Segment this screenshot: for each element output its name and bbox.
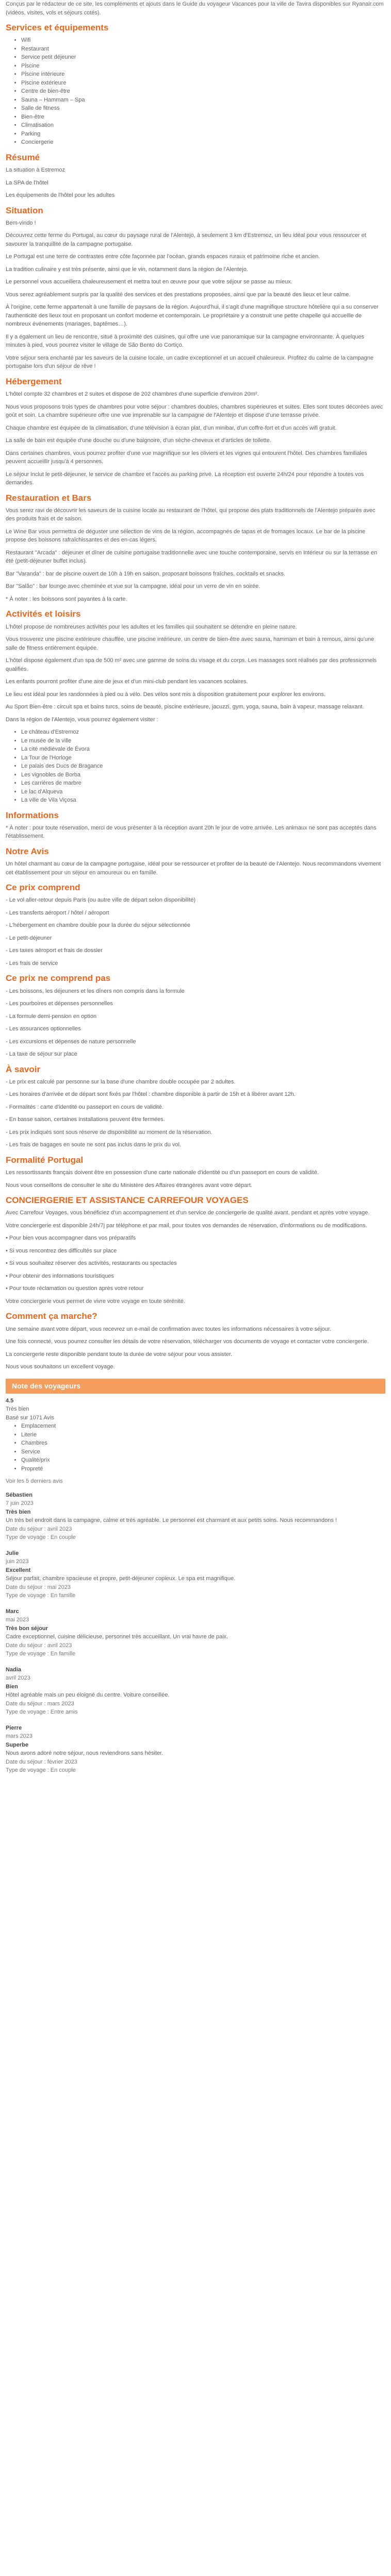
- non-compris-title: Ce prix ne comprend pas: [6, 973, 111, 984]
- paragraph: Le séjour inclut le petit-déjeuner, le service de chambre et l'accès au parking privé. La réception est ouverte 24h/24 pour répondre à toutes vos demandes.: [6, 471, 364, 486]
- informations-section: [6, 810, 385, 841]
- review-date: juin 2023: [6, 1558, 29, 1565]
- paragraph: * À noter : pour toute réservation, merci de vous présenter à la réception avant 20h le jour de votre arrivée. Les animaux ne sont pas acceptés dans l'établissement.: [6, 824, 377, 840]
- paragraph: Bar "Salão" : bar lounge avec cheminée et vue sur la campagne, idéal pour un verre de vin en soirée.: [6, 583, 260, 590]
- review-category: • Literie: [21, 1431, 385, 1439]
- activites-title: Activités et loisirs: [6, 609, 81, 619]
- paragraph: Le lieu est idéal pour les randonnées à pied ou à vélo. Des vélos sont mis à disposition gratuitement pour explorer les environs.: [6, 691, 326, 698]
- place-item: • Les vignobles de Borba: [21, 771, 385, 779]
- review-travel-type: Type de voyage : Entre amis: [6, 1709, 78, 1715]
- situation-title: Situation: [6, 205, 43, 215]
- restauration-title: Restauration et Bars: [6, 493, 92, 503]
- conciergerie-body: [6, 1209, 385, 1306]
- comment-body: [6, 1325, 385, 1371]
- review-category: • Propreté: [21, 1465, 385, 1473]
- review-category: • Qualité/prix: [21, 1456, 385, 1465]
- service-item: • Piscine extérieure: [21, 79, 385, 88]
- review-text: Nous avons adoré notre séjour, nous reviendrons sans hésiter.: [6, 1750, 164, 1756]
- paragraph: - Les frais de service: [6, 960, 58, 967]
- place-item: • Le château d'Estremoz: [21, 728, 385, 737]
- paragraph: • Si vous rencontrez des difficultés sur place: [6, 1247, 117, 1254]
- review-text: Cadre exceptionnel, cuisine délicieuse, personnel très accueillant. Un vrai havre de paix.: [6, 1634, 229, 1640]
- place-item: • La cité médiévale de Évora: [21, 745, 385, 754]
- paragraph: Dans la région de l'Alentejo, vous pourrez également visiter :: [6, 716, 158, 723]
- review-based-on: Basé sur 1071 Avis: [6, 1414, 54, 1421]
- review-author: Marc: [6, 1608, 19, 1615]
- paragraph: Découvrez cette ferme du Portugal, au cœur du paysage rural de l'Alentejo, à seulement 3 km d'Estremoz, un lieu idéal pour vous ressourcer et savourer la tranquillité de la campagne portugaise.: [6, 232, 366, 247]
- review-travel-type: Type de voyage : En famille: [6, 1651, 76, 1657]
- paragraph: La situation à Estremoz: [6, 167, 65, 173]
- service-item: • Wifi: [21, 36, 385, 45]
- notre-avis-body: [6, 860, 385, 877]
- place-item: • Le lac d'Alqueva: [21, 788, 385, 796]
- paragraph: • Pour bien vous accompagner dans vos préparatifs: [6, 1235, 136, 1242]
- place-item: • Le musée de la ville: [21, 737, 385, 745]
- paragraph: - En basse saison, certaines installations peuvent être fermées.: [6, 1116, 165, 1123]
- review-date: mars 2023: [6, 1733, 32, 1739]
- paragraph: Votre conciergerie vous permet de vivre votre voyage en toute sérénité.: [6, 1298, 185, 1304]
- hebergement-body: [6, 390, 385, 487]
- resume-title: Résumé: [6, 152, 40, 162]
- review-stay-date: Date du séjour : avril 2023: [6, 1526, 72, 1532]
- reviews-summary: [6, 1397, 385, 1486]
- place-item: • Les carrières de marbre: [21, 779, 385, 788]
- reviews-list: [6, 1491, 385, 1775]
- service-item: • Restaurant: [21, 45, 385, 54]
- situation-body: [6, 219, 385, 371]
- informations-body: [6, 824, 385, 841]
- paragraph: Vous trouverez une piscine extérieure chauffée, une piscine intérieure, un centre de bien-être avec sauna, hammam et bain à remous, ainsi qu'une salle de fitness entièrement équipée.: [6, 636, 374, 651]
- paragraph: Vous serez agréablement surpris par la qualité des services et des prestations proposées, ainsi que par la beauté des lieux et leur calme.: [6, 291, 351, 298]
- service-item: • Bien-être: [21, 113, 385, 122]
- review-title: Superbe: [6, 1741, 29, 1748]
- review-category: • Service: [21, 1448, 385, 1456]
- place-item: • La ville de Vila Viçosa: [21, 796, 385, 805]
- paragraph: - Les prix indiqués sont sous réserve de disponibilité au moment de la réservation.: [6, 1129, 213, 1136]
- paragraph: L'hôtel compte 32 chambres et 2 suites et dispose de 202 chambres d'une superficie d'environ 20m².: [6, 391, 259, 397]
- formalite-title: Formalité Portugal: [6, 1155, 84, 1165]
- service-item: • Salle de fitness: [21, 104, 385, 113]
- situation-section: [6, 205, 385, 371]
- review-stay-date: Date du séjour : février 2023: [6, 1758, 77, 1765]
- review-stay-date: Date du séjour : avril 2023: [6, 1642, 72, 1649]
- services-section: [6, 22, 385, 147]
- paragraph: Dans certaines chambres, vous pourrez profiter d'une vue magnifique sur les oliviers et les vignes qui entourent l'hôtel. Des chambres familiales peuvent accueillir jusqu'à 4 personnes.: [6, 450, 367, 465]
- paragraph: - La formule demi-pension en option: [6, 1013, 97, 1020]
- places-list: [6, 728, 385, 805]
- paragraph: Bem-vindo !: [6, 219, 36, 226]
- review-more-link[interactable]: Voir les 5 derniers avis: [6, 1478, 63, 1484]
- a-savoir-title: À savoir: [6, 1064, 41, 1074]
- non-compris-section: [6, 973, 385, 1058]
- compris-title: Ce prix comprend: [6, 883, 80, 892]
- service-item: • Climatisation: [21, 121, 385, 130]
- review-category: • Chambres: [21, 1439, 385, 1448]
- review-title: Excellent: [6, 1567, 31, 1573]
- review-item: [6, 1549, 385, 1600]
- review-date: avril 2023: [6, 1675, 30, 1681]
- review-text: Séjour parfait, chambre spacieuse et propre, petit-déjeuner copieux. Le spa est magnifique.: [6, 1575, 236, 1582]
- paragraph: - Le vol aller-retour depuis Paris (ou autre ville de départ selon disponibilité): [6, 897, 196, 904]
- review-travel-type: Type de voyage : En couple: [6, 1767, 76, 1773]
- paragraph: Nous vous proposons trois types de chambres pour votre séjour : chambres doubles, chambres supérieures et suites. Elles sont toutes décorées avec goût et soin. La chambre supérieure offre une vue imprenable sur la campagne de l'Alentejo et dispose d'une terrasse privée.: [6, 403, 383, 418]
- paragraph: Le Wine Bar vous permettra de déguster une sélection de vins de la région, accompagnés de tapas et de fromages locaux. Le bar de la piscine propose des boissons rafraîchissantes et des en-cas légers.: [6, 528, 366, 544]
- compris-section: [6, 882, 385, 968]
- paragraph: - Les transferts aéroport / hôtel / aéroport: [6, 909, 109, 916]
- paragraph: Les enfants pourront profiter d'une aire de jeux et d'un mini-club pendant les vacances scolaires.: [6, 679, 248, 685]
- review-title: Bien: [6, 1683, 18, 1690]
- paragraph: À l'origine, cette ferme appartenait à une famille de paysans de la région. Aujourd'hui, il s'agit d'une magnifique structure hôtelière qui a su conserver l'authenticité des lieux tout en proposant un confort moderne et contemporain. Le propriétaire y a construit une petite chapelle qui accueille de nombreux événements (mariages, baptêmes…).: [6, 304, 379, 328]
- notre-avis-title: Notre Avis: [6, 846, 49, 856]
- paragraph: - Les boissons, les déjeuners et les dîners non compris dans la formule: [6, 988, 185, 994]
- paragraph: - Les horaires d'arrivée et de départ sont fixés par l'hôtel : chambre disponible à partir de 15h et à libérer avant 12h.: [6, 1091, 296, 1098]
- paragraph: Restaurant "Arcada" : déjeuner et dîner de cuisine portugaise traditionnelle avec une touche contemporaine, servis en intérieur ou sur la terrasse en été (petit-déjeuner buffet inclus).: [6, 549, 378, 565]
- paragraph: Un hôtel charmant au cœur de la campagne portugaise, idéal pour se ressourcer et profiter de la beauté de l'Alentejo. Nous recommandons vivement cet établissement pour un séjour en amoureux ou en famille.: [6, 861, 381, 876]
- review-date: 7 juin 2023: [6, 1500, 34, 1506]
- intro-text: Conçus par le rédacteur de ce site, les compléments et ajouts dans le Guide du voyageur Vacances pour la ville de Tavira disponibles sur Ryanair.com (vidéos, visites, vols et séjours cotés).: [6, 1, 384, 16]
- conciergerie-title: CONCIERGERIE ET ASSISTANCE CARREFOUR VOYAGES: [6, 1195, 249, 1205]
- review-author: Nadia: [6, 1666, 21, 1673]
- service-item: • Conciergerie: [21, 138, 385, 147]
- paragraph: • Si vous souhaitez réserver des activités, restaurants ou spectacles: [6, 1260, 177, 1267]
- paragraph: - Les taxes aéroport et frais de dossier: [6, 947, 103, 954]
- paragraph: Bar "Varanda" : bar de piscine ouvert de 10h à 19h en saison, proposant boissons fraîches, cocktails et snacks.: [6, 570, 286, 577]
- paragraph: Nous vous conseillons de consulter le site du Ministère des Affaires étrangères avant votre départ.: [6, 1182, 252, 1189]
- paragraph: - Le prix est calculé par personne sur la base d'une chambre double occupée par 2 adultes.: [6, 1078, 236, 1085]
- paragraph: Les ressortissants français doivent être en possession d'une carte nationale d'identité ou d'un passeport en cours de validité.: [6, 1170, 319, 1176]
- review-author: Julie: [6, 1550, 19, 1556]
- paragraph: Le Portugal est une terre de contrastes entre côte façonnée par l'océan, grands espaces ruraux et patrimoine riche et ancien.: [6, 253, 320, 260]
- review-item: [6, 1724, 385, 1775]
- paragraph: Une semaine avant votre départ, vous recevrez un e-mail de confirmation avec toutes les informations nécessaires à votre séjour.: [6, 1326, 331, 1332]
- review-item: [6, 1491, 385, 1542]
- paragraph: La salle de bain est équipée d'une douche ou d'une baignoire, d'un sèche-cheveux et d'articles de toilette.: [6, 437, 271, 444]
- review-item: [6, 1666, 385, 1717]
- formalite-section: [6, 1155, 385, 1190]
- review-author: Sébastien: [6, 1492, 32, 1498]
- paragraph: - Le petit-déjeuner: [6, 935, 52, 941]
- comment-title: Comment ça marche?: [6, 1311, 97, 1321]
- paragraph: * À noter : les boissons sont payantes à la carte.: [6, 596, 127, 602]
- paragraph: - Les pourboires et dépenses personnelles: [6, 1001, 113, 1007]
- paragraph: - La taxe de séjour sur place: [6, 1051, 77, 1057]
- service-item: • Service petit déjeuner: [21, 53, 385, 62]
- conciergerie-section: [6, 1195, 385, 1306]
- restauration-section: [6, 493, 385, 604]
- paragraph: La conciergerie reste disponible pendant toute la durée de votre séjour pour vous assister.: [6, 1351, 233, 1358]
- services-list: [6, 36, 385, 147]
- review-date: mai 2023: [6, 1617, 29, 1623]
- review-category: • Emplacement: [21, 1422, 385, 1431]
- review-text: Hôtel agréable mais un peu éloigné du centre. Voiture conseillée.: [6, 1692, 170, 1698]
- paragraph: Vous serez ravi de découvrir les saveurs de la cuisine locale au restaurant de l'hôtel, qui propose des plats traditionnels de l'Alentejo préparés avec des produits frais et de saison.: [6, 507, 376, 522]
- service-item: • Parking: [21, 130, 385, 139]
- paragraph: Le personnel vous accueillera chaleureusement et mettra tout en œuvre pour que votre séjour se passe au mieux.: [6, 279, 292, 285]
- paragraph: Une fois connecté, vous pourrez consulter les détails de votre réservation, télécharger vos documents de voyage et contacter votre conciergerie.: [6, 1338, 369, 1345]
- place-item: • Le palais des Ducs de Bragance: [21, 762, 385, 771]
- place-item: • La Tour de l'Horloge: [21, 754, 385, 762]
- paragraph: Votre conciergerie est disponible 24h/7j par téléphone et par mail, pour toutes vos demandes de réservation, d'informations ou de modifications.: [6, 1222, 367, 1229]
- review-stay-date: Date du séjour : mars 2023: [6, 1700, 74, 1707]
- review-item: [6, 1607, 385, 1658]
- paragraph: L'hôtel propose de nombreuses activités pour les adultes et les familles qui souhaitent se détendre en pleine nature.: [6, 623, 297, 630]
- paragraph: - Les assurances optionnelles: [6, 1026, 81, 1032]
- review-author: Pierre: [6, 1724, 22, 1731]
- review-travel-type: Type de voyage : En couple: [6, 1534, 76, 1540]
- paragraph: • Pour toute réclamation ou question après votre retour: [6, 1285, 144, 1292]
- restauration-body: [6, 506, 385, 604]
- review-score-label: Très bien: [6, 1406, 29, 1412]
- comment-section: [6, 1311, 385, 1371]
- a-savoir-list: [6, 1078, 385, 1149]
- hebergement-title: Hébergement: [6, 376, 62, 386]
- service-item: • Piscine intérieure: [21, 70, 385, 79]
- paragraph: - Les excursions et dépenses de nature personnelle: [6, 1038, 136, 1045]
- reviews-header: Note des voyageurs: [6, 1379, 385, 1394]
- service-item: • Centre de bien-être: [21, 87, 385, 96]
- paragraph: Les équipements de l'hôtel pour les adultes: [6, 192, 115, 198]
- paragraph: - Formalités : carte d'identité ou passeport en cours de validité.: [6, 1104, 164, 1110]
- a-savoir-section: [6, 1064, 385, 1149]
- review-travel-type: Type de voyage : En famille: [6, 1592, 76, 1599]
- review-stay-date: Date du séjour : mai 2023: [6, 1584, 71, 1590]
- review-title: Très bien: [6, 1509, 31, 1515]
- informations-title: Informations: [6, 810, 59, 820]
- services-title: Services et équipements: [6, 23, 109, 32]
- paragraph: La SPA de l'hôtel: [6, 179, 48, 186]
- paragraph: Avec Carrefour Voyages, vous bénéficiez d'un accompagnement et d'un service de conciergerie de qualité avant, pendant et après votre voyage.: [6, 1210, 370, 1216]
- service-item: • Sauna – Hammam – Spa: [21, 96, 385, 105]
- paragraph: - Les frais de bagages en soute ne sont pas inclus dans le prix du vol.: [6, 1142, 181, 1148]
- resume-body: [6, 166, 385, 200]
- review-score: 4.5: [6, 1397, 14, 1404]
- paragraph: - L'hébergement en chambre double pour la durée du séjour sélectionnée: [6, 922, 191, 929]
- review-categories: [6, 1422, 385, 1473]
- paragraph: La tradition culinaire y est très présente, ainsi que le vin, notamment dans la région de l'Alentejo.: [6, 266, 248, 273]
- notre-avis-section: [6, 846, 385, 877]
- paragraph: Votre séjour sera enchanté par les saveurs de la cuisine locale, un cadre exceptionnel et un accueil chaleureux. Profitez du calme de la campagne portugaise lors d'un séjour de rêve !: [6, 354, 373, 370]
- hebergement-section: [6, 376, 385, 487]
- activites-body: [6, 623, 385, 724]
- non-compris-list: [6, 987, 385, 1059]
- paragraph: L'hôtel dispose également d'un spa de 500 m² avec une gamme de soins du visage et du corps. Les massages sont réalisés par des professionnels qualifiés.: [6, 657, 377, 672]
- activites-section: [6, 608, 385, 804]
- service-item: • Piscine: [21, 62, 385, 71]
- review-title: Très bon séjour: [6, 1625, 48, 1632]
- paragraph: Il y a également un lieu de rencontre, situé à proximité des cuisines, qui offre une vue panoramique sur la campagne environnante. À quelques minutes à pied, vous pourrez visiter le village de São Bento do Cortiço.: [6, 333, 365, 349]
- compris-list: [6, 896, 385, 968]
- resume-section: [6, 152, 385, 200]
- paragraph: Chaque chambre est équipée de la climatisation, d'une télévision à écran plat, d'un minibar, d'un coffre-fort et d'un accès wifi gratuit.: [6, 425, 337, 431]
- paragraph: Nous vous souhaitons un excellent voyage.: [6, 1364, 115, 1370]
- paragraph: • Pour obtenir des informations touristiques: [6, 1273, 114, 1279]
- formalite-body: [6, 1168, 385, 1190]
- paragraph: Au Sport Bien-être : circuit spa et bains turcs, soins de beauté, piscine extérieure, jacuzzi, gym, yoga, sauna, bain à vapeur, massage relaxant.: [6, 704, 364, 710]
- review-text: Un très bel endroit dans la campagne, calme et très agréable. Le personnel est charmant et aux petits soins. Nous recommandons !: [6, 1517, 337, 1523]
